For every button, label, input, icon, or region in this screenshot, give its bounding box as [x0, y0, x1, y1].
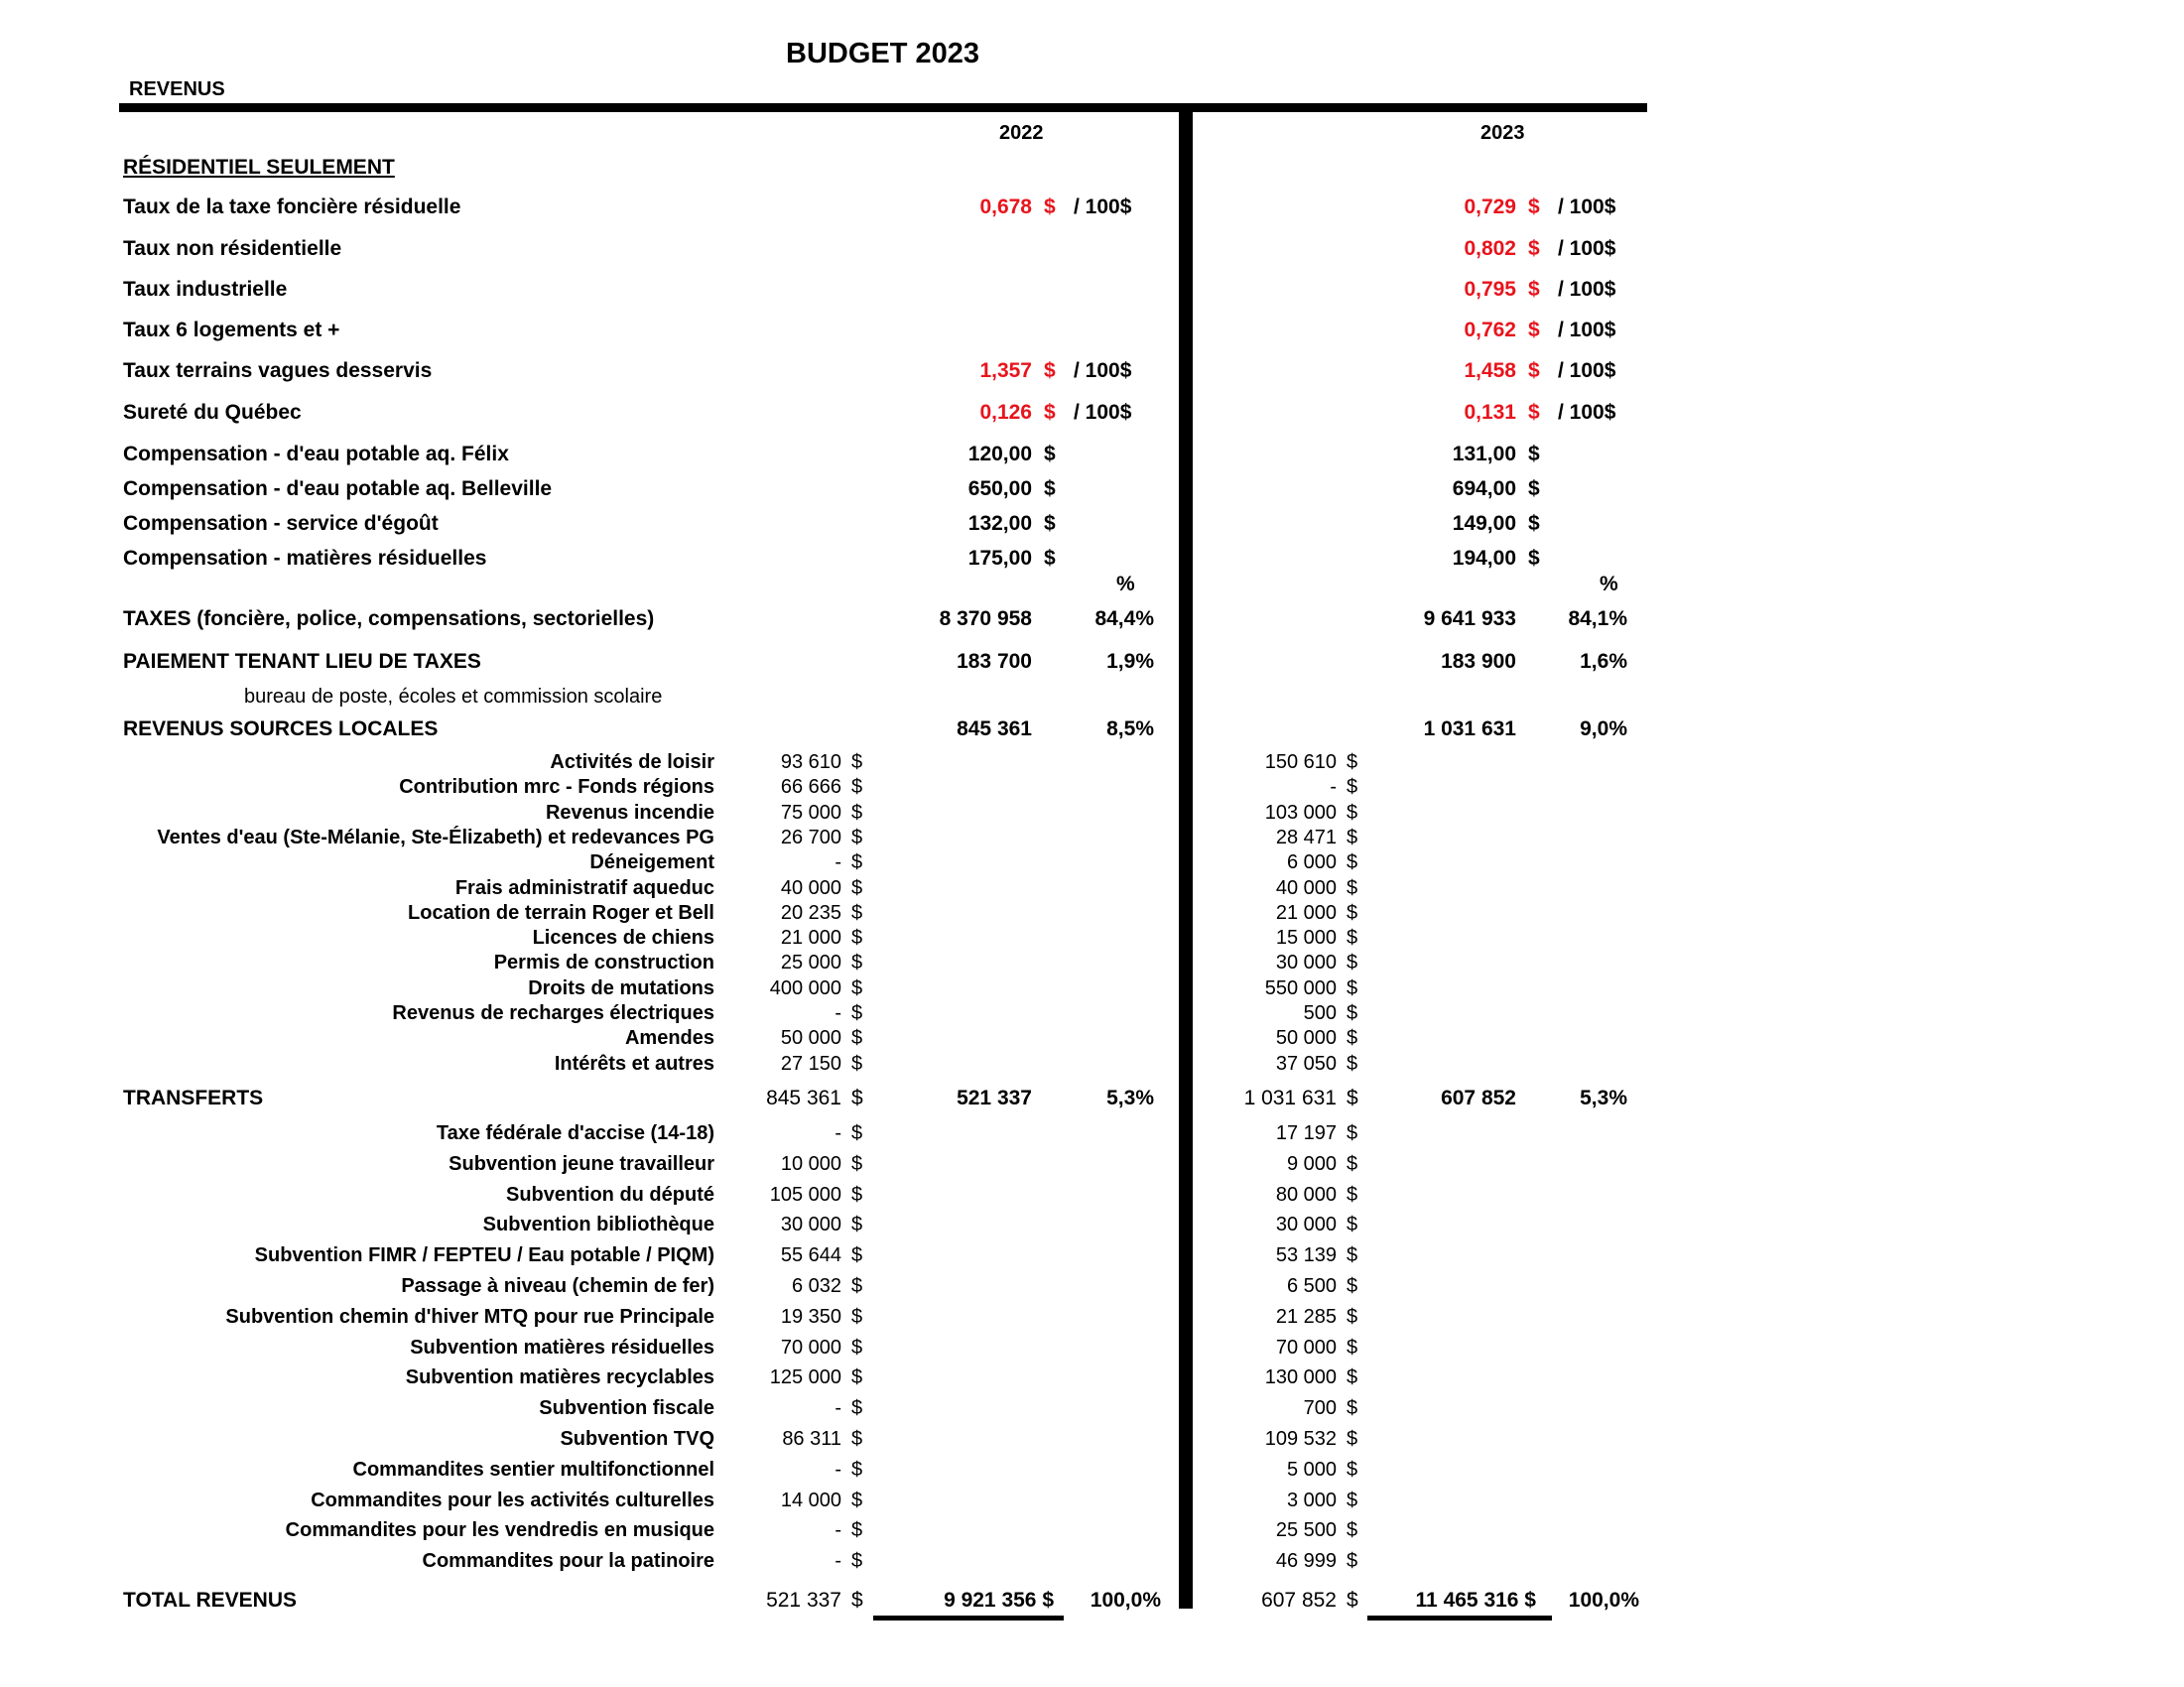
- transfer-item-2023-value: 6 500: [1286, 1275, 1337, 1297]
- transfer-item-2022-value: 105 000: [769, 1183, 841, 1206]
- section-label: REVENUS: [129, 78, 225, 100]
- local-item-2023-currency: $: [1347, 952, 1358, 974]
- total-2022-underline: [873, 1616, 1064, 1621]
- local-item-2023-value: 15 000: [1275, 927, 1337, 950]
- rate-2023-value: 0,729: [1464, 195, 1516, 218]
- local-item-2022-value: -: [835, 851, 841, 874]
- transfer-item-label: Subvention chemin d'hiver MTQ pour rue Principale: [225, 1305, 714, 1328]
- transfer-item-2023-currency: $: [1347, 1519, 1358, 1542]
- transfer-item-2022-currency: $: [851, 1428, 863, 1450]
- local-item-2022-value: 50 000: [780, 1027, 841, 1050]
- local-item-label: Ventes d'eau (Ste-Mélanie, Ste-Élizabeth) et redevances PG: [157, 826, 714, 848]
- transfer-item-2023-currency: $: [1347, 1336, 1358, 1359]
- column-divider: [1179, 112, 1193, 1609]
- transfer-item-2022-value: 6 032: [791, 1275, 841, 1297]
- local-item-label: Permis de construction: [493, 952, 714, 974]
- local-item-2023-value: 21 000: [1275, 901, 1337, 924]
- local-item-2022-value: 20 235: [780, 901, 841, 924]
- local-item-label: Revenus de recharges électriques: [392, 1002, 714, 1024]
- local-item-label: Intérêts et autres: [554, 1052, 714, 1075]
- compensation-2023-value: 194,00: [1452, 547, 1516, 570]
- local-item-2023-value: 50 000: [1275, 1027, 1337, 1050]
- rate-2023-value: 0,802: [1464, 237, 1516, 260]
- local-item-2023-currency: $: [1347, 826, 1358, 848]
- transfer-item-2022-currency: $: [851, 1397, 863, 1420]
- local-item-2023-currency: $: [1347, 851, 1358, 874]
- compensation-2022-value: 120,00: [967, 443, 1032, 465]
- compensation-label: Compensation - service d'égoût: [123, 512, 439, 535]
- rate-2022-value: 0,126: [979, 401, 1032, 424]
- transfer-item-2022-currency: $: [851, 1489, 863, 1511]
- local-item-label: Amendes: [624, 1027, 714, 1050]
- rate-2023-currency: $: [1528, 359, 1540, 382]
- paiement-2023-value: 183 900: [1441, 650, 1516, 673]
- rate-label: Taux industrielle: [123, 278, 288, 301]
- transfer-item-2022-value: -: [835, 1122, 841, 1144]
- pct-header-2023: %: [1600, 573, 1618, 595]
- transfer-item-2023-value: 30 000: [1275, 1214, 1337, 1236]
- rate-2022-currency: $: [1044, 401, 1056, 424]
- total-2023-pct: 100,0%: [1568, 1589, 1639, 1612]
- total-2023-currency: $: [1347, 1589, 1358, 1612]
- transfer-item-2023-currency: $: [1347, 1275, 1358, 1297]
- compensation-2023-currency: $: [1528, 443, 1540, 465]
- transfer-item-label: Commandites pour les vendredis en musique: [285, 1519, 714, 1542]
- local-item-2022-value: 21 000: [780, 927, 841, 950]
- transfer-item-2023-currency: $: [1347, 1214, 1358, 1236]
- total-2022-value: 9 921 356 $: [944, 1589, 1054, 1612]
- rate-2023-unit: / 100$: [1558, 237, 1616, 260]
- total-2022-pct: 100,0%: [1090, 1589, 1161, 1612]
- rate-2023-currency: $: [1528, 195, 1540, 218]
- transfer-item-2022-currency: $: [851, 1366, 863, 1389]
- transferts-2022-value: 521 337: [957, 1087, 1032, 1109]
- local-item-2022-value: 93 610: [780, 751, 841, 773]
- total-2022-currency: $: [851, 1589, 863, 1612]
- transferts-label: TRANSFERTS: [123, 1087, 264, 1109]
- transfer-item-2023-value: 25 500: [1275, 1519, 1337, 1542]
- local-item-2023-value: 500: [1303, 1002, 1337, 1024]
- revenus-locaux-2023-pct: 9,0%: [1580, 717, 1627, 740]
- transfer-item-2023-currency: $: [1347, 1489, 1358, 1511]
- local-item-2022-currency: $: [851, 801, 863, 824]
- local-item-2022-value: -: [835, 1002, 841, 1024]
- local-item-2022-value: 75 000: [780, 801, 841, 824]
- local-item-2023-currency: $: [1347, 801, 1358, 824]
- local-item-2022-value: 26 700: [780, 826, 841, 848]
- local-item-2023-currency: $: [1347, 776, 1358, 799]
- rate-2022-currency: $: [1044, 195, 1056, 218]
- transfer-item-label: Passage à niveau (chemin de fer): [401, 1275, 714, 1297]
- local-item-2022-value: 400 000: [769, 976, 841, 999]
- transfer-item-label: Commandites sentier multifonctionnel: [352, 1458, 714, 1481]
- paiement-2023-pct: 1,6%: [1580, 650, 1627, 673]
- local-item-2022-currency: $: [851, 976, 863, 999]
- local-item-2023-currency: $: [1347, 1052, 1358, 1075]
- transfer-item-2023-currency: $: [1347, 1428, 1358, 1450]
- local-item-label: Revenus incendie: [545, 801, 714, 824]
- compensation-2022-currency: $: [1044, 512, 1056, 535]
- compensation-label: Compensation - d'eau potable aq. Félix: [123, 443, 509, 465]
- transfer-item-label: Subvention jeune travailleur: [449, 1152, 714, 1175]
- local-item-2022-value: 25 000: [780, 952, 841, 974]
- local-item-2023-currency: $: [1347, 1027, 1358, 1050]
- transfer-item-2023-value: 53 139: [1275, 1244, 1337, 1267]
- transfer-item-label: Commandites pour les activités culturelles: [311, 1489, 714, 1511]
- residential-heading: RÉSIDENTIEL SEULEMENT: [123, 156, 395, 179]
- local-item-2023-value: 150 610: [1264, 751, 1337, 773]
- rate-2023-value: 1,458: [1464, 359, 1516, 382]
- transfer-item-2023-currency: $: [1347, 1366, 1358, 1389]
- compensation-label: Compensation - d'eau potable aq. Belleville: [123, 477, 553, 500]
- compensation-2022-currency: $: [1044, 477, 1056, 500]
- transfer-item-2023-currency: $: [1347, 1122, 1358, 1144]
- rate-label: Taux 6 logements et +: [123, 319, 340, 341]
- revenus-locaux-2022-value: 845 361: [957, 717, 1032, 740]
- local-item-2022-value: 40 000: [780, 876, 841, 899]
- transferts-2023-currency: $: [1347, 1087, 1358, 1109]
- transfer-item-2022-value: 14 000: [780, 1489, 841, 1511]
- transfer-item-2023-value: 109 532: [1264, 1428, 1337, 1450]
- local-item-2023-value: 28 471: [1275, 826, 1337, 848]
- header-rule: [119, 103, 1647, 112]
- rate-2022-value: 1,357: [979, 359, 1032, 382]
- local-item-2022-currency: $: [851, 927, 863, 950]
- transfer-item-label: Subvention bibliothèque: [482, 1214, 714, 1236]
- taxes-2022-value: 8 370 958: [939, 607, 1032, 630]
- transfer-item-2022-value: 30 000: [780, 1214, 841, 1236]
- compensation-2023-value: 131,00: [1452, 443, 1516, 465]
- local-item-label: Location de terrain Roger et Bell: [408, 901, 714, 924]
- transfer-item-label: Subvention matières résiduelles: [410, 1336, 714, 1359]
- local-item-2023-value: 103 000: [1264, 801, 1337, 824]
- rate-2023-unit: / 100$: [1558, 359, 1616, 382]
- transfer-item-2023-value: 700: [1303, 1397, 1337, 1420]
- taxes-2022-pct: 84,4%: [1094, 607, 1154, 630]
- local-item-2023-value: 30 000: [1275, 952, 1337, 974]
- local-item-2023-currency: $: [1347, 927, 1358, 950]
- rate-label: Taux non résidentielle: [123, 237, 342, 260]
- rate-2023-value: 0,795: [1464, 278, 1516, 301]
- local-item-label: Contribution mrc - Fonds régions: [399, 776, 714, 799]
- total-label: TOTAL REVENUS: [123, 1589, 298, 1612]
- local-item-2023-currency: $: [1347, 976, 1358, 999]
- rate-label: Taux de la taxe foncière résiduelle: [123, 195, 461, 218]
- transfer-item-2023-value: 5 000: [1286, 1458, 1337, 1481]
- transferts-2022-subtotal: 845 361: [766, 1087, 841, 1109]
- rate-2022-unit: / 100$: [1074, 359, 1132, 382]
- transfer-item-label: Taxe fédérale d'accise (14-18): [436, 1122, 714, 1144]
- year-2023-header: 2023: [1480, 122, 1525, 144]
- revenus-locaux-label: REVENUS SOURCES LOCALES: [123, 717, 439, 740]
- rate-2023-unit: / 100$: [1558, 401, 1616, 424]
- rate-2023-value: 0,762: [1464, 319, 1516, 341]
- page-title: BUDGET 2023: [786, 38, 980, 69]
- transfer-item-label: Subvention FIMR / FEPTEU / Eau potable / PIQM): [254, 1244, 714, 1267]
- transfer-item-2022-currency: $: [851, 1214, 863, 1236]
- transfer-item-2022-currency: $: [851, 1336, 863, 1359]
- transfer-item-2023-value: 17 197: [1275, 1122, 1337, 1144]
- transfer-item-label: Subvention matières recyclables: [405, 1366, 714, 1389]
- rate-2022-value: 0,678: [979, 195, 1032, 218]
- compensation-2022-currency: $: [1044, 547, 1056, 570]
- transfer-item-label: Subvention fiscale: [539, 1397, 714, 1420]
- local-item-label: Droits de mutations: [528, 976, 714, 999]
- transfer-item-2022-currency: $: [851, 1122, 863, 1144]
- transfer-item-2023-value: 80 000: [1275, 1183, 1337, 1206]
- local-item-2022-currency: $: [851, 1002, 863, 1024]
- compensation-2023-value: 149,00: [1452, 512, 1516, 535]
- local-item-2023-currency: $: [1347, 901, 1358, 924]
- rate-2022-currency: $: [1044, 359, 1056, 382]
- local-item-2023-value: 37 050: [1275, 1052, 1337, 1075]
- transfer-item-label: Subvention du député: [506, 1183, 714, 1206]
- transfer-item-2023-value: 70 000: [1275, 1336, 1337, 1359]
- compensation-2022-currency: $: [1044, 443, 1056, 465]
- paiement-2022-value: 183 700: [957, 650, 1032, 673]
- rate-2022-unit: / 100$: [1074, 195, 1132, 218]
- transfer-item-2023-value: 130 000: [1264, 1366, 1337, 1389]
- transfer-item-2022-value: 86 311: [782, 1428, 841, 1450]
- transfer-item-2022-currency: $: [851, 1305, 863, 1328]
- local-item-2023-currency: $: [1347, 876, 1358, 899]
- transfer-item-2022-currency: $: [851, 1275, 863, 1297]
- transfer-item-2023-currency: $: [1347, 1244, 1358, 1267]
- rate-2023-unit: / 100$: [1558, 195, 1616, 218]
- compensation-label: Compensation - matières résiduelles: [123, 547, 487, 570]
- rate-label: Taux terrains vagues desservis: [123, 359, 433, 382]
- rate-2023-unit: / 100$: [1558, 319, 1616, 341]
- local-item-2022-value: 27 150: [780, 1052, 841, 1075]
- transferts-2023-subtotal: 1 031 631: [1243, 1087, 1337, 1109]
- transfer-item-2022-value: 70 000: [780, 1336, 841, 1359]
- pct-header-2022: %: [1116, 573, 1135, 595]
- transfer-item-2022-currency: $: [851, 1183, 863, 1206]
- paiement-2022-pct: 1,9%: [1106, 650, 1154, 673]
- transfer-item-2022-currency: $: [851, 1244, 863, 1267]
- rate-2023-currency: $: [1528, 401, 1540, 424]
- total-2022-subtotal: 521 337: [766, 1589, 841, 1612]
- local-item-2022-currency: $: [851, 826, 863, 848]
- transfer-item-2022-value: -: [835, 1550, 841, 1573]
- transfer-item-2023-currency: $: [1347, 1183, 1358, 1206]
- local-item-2022-currency: $: [851, 851, 863, 874]
- transferts-2022-currency: $: [851, 1087, 863, 1109]
- compensation-2023-currency: $: [1528, 477, 1540, 500]
- transfer-item-2022-value: 19 350: [780, 1305, 841, 1328]
- local-item-2022-currency: $: [851, 952, 863, 974]
- rate-2023-unit: / 100$: [1558, 278, 1616, 301]
- revenus-locaux-2023-value: 1 031 631: [1423, 717, 1516, 740]
- local-item-2022-currency: $: [851, 1027, 863, 1050]
- rate-2023-currency: $: [1528, 319, 1540, 341]
- compensation-2023-currency: $: [1528, 512, 1540, 535]
- compensation-2022-value: 650,00: [967, 477, 1032, 500]
- local-item-2023-value: 6 000: [1286, 851, 1337, 874]
- transfer-item-2023-value: 21 285: [1275, 1305, 1337, 1328]
- transfer-item-2022-currency: $: [851, 1458, 863, 1481]
- transfer-item-2022-value: 10 000: [780, 1152, 841, 1175]
- rate-2023-currency: $: [1528, 237, 1540, 260]
- revenus-locaux-2022-pct: 8,5%: [1106, 717, 1154, 740]
- local-item-2022-currency: $: [851, 901, 863, 924]
- taxes-2023-value: 9 641 933: [1423, 607, 1516, 630]
- transfer-item-2023-currency: $: [1347, 1152, 1358, 1175]
- transfer-item-2023-value: 46 999: [1275, 1550, 1337, 1573]
- transfer-item-2022-value: 125 000: [769, 1366, 841, 1389]
- transfer-item-2022-currency: $: [851, 1519, 863, 1542]
- local-item-2023-value: 550 000: [1264, 976, 1337, 999]
- local-item-2023-value: -: [1330, 776, 1337, 799]
- transfer-item-2022-currency: $: [851, 1152, 863, 1175]
- rate-2022-unit: / 100$: [1074, 401, 1132, 424]
- local-item-2022-currency: $: [851, 776, 863, 799]
- transfer-item-label: Commandites pour la patinoire: [422, 1550, 714, 1573]
- rate-2023-currency: $: [1528, 278, 1540, 301]
- transferts-2022-pct: 5,3%: [1106, 1087, 1154, 1109]
- rate-2023-value: 0,131: [1464, 401, 1516, 424]
- local-item-2022-currency: $: [851, 876, 863, 899]
- transfer-item-2022-value: -: [835, 1397, 841, 1420]
- transfer-item-2022-value: -: [835, 1458, 841, 1481]
- compensation-2023-value: 694,00: [1452, 477, 1516, 500]
- local-item-label: Déneigement: [589, 851, 714, 874]
- transfer-item-2023-currency: $: [1347, 1305, 1358, 1328]
- transferts-2023-value: 607 852: [1441, 1087, 1516, 1109]
- transfer-item-label: Subvention TVQ: [560, 1428, 714, 1450]
- paiement-note: bureau de poste, écoles et commission scolaire: [244, 686, 663, 708]
- transfer-item-2023-currency: $: [1347, 1397, 1358, 1420]
- local-item-2023-currency: $: [1347, 1002, 1358, 1024]
- taxes-label: TAXES (foncière, police, compensations, sectorielles): [123, 607, 655, 630]
- rate-label: Sureté du Québec: [123, 401, 302, 424]
- taxes-2023-pct: 84,1%: [1568, 607, 1627, 630]
- transferts-2023-pct: 5,3%: [1580, 1087, 1627, 1109]
- transfer-item-2022-currency: $: [851, 1550, 863, 1573]
- transfer-item-2023-value: 9 000: [1286, 1152, 1337, 1175]
- transfer-item-2022-value: 55 644: [780, 1244, 841, 1267]
- transfer-item-2023-currency: $: [1347, 1550, 1358, 1573]
- local-item-label: Frais administratif aqueduc: [454, 876, 714, 899]
- local-item-2022-value: 66 666: [780, 776, 841, 799]
- paiement-label: PAIEMENT TENANT LIEU DE TAXES: [123, 650, 481, 673]
- transfer-item-2023-currency: $: [1347, 1458, 1358, 1481]
- local-item-label: Activités de loisir: [550, 751, 714, 773]
- local-item-2022-currency: $: [851, 751, 863, 773]
- total-2023-value: 11 465 316 $: [1415, 1589, 1536, 1612]
- transfer-item-2023-value: 3 000: [1286, 1489, 1337, 1511]
- total-2023-underline: [1367, 1616, 1552, 1621]
- local-item-2023-currency: $: [1347, 751, 1358, 773]
- year-2022-header: 2022: [999, 122, 1044, 144]
- compensation-2023-currency: $: [1528, 547, 1540, 570]
- compensation-2022-value: 132,00: [967, 512, 1032, 535]
- local-item-label: Licences de chiens: [532, 927, 714, 950]
- compensation-2022-value: 175,00: [967, 547, 1032, 570]
- transfer-item-2022-value: -: [835, 1519, 841, 1542]
- local-item-2022-currency: $: [851, 1052, 863, 1075]
- total-2023-subtotal: 607 852: [1261, 1589, 1337, 1612]
- local-item-2023-value: 40 000: [1275, 876, 1337, 899]
